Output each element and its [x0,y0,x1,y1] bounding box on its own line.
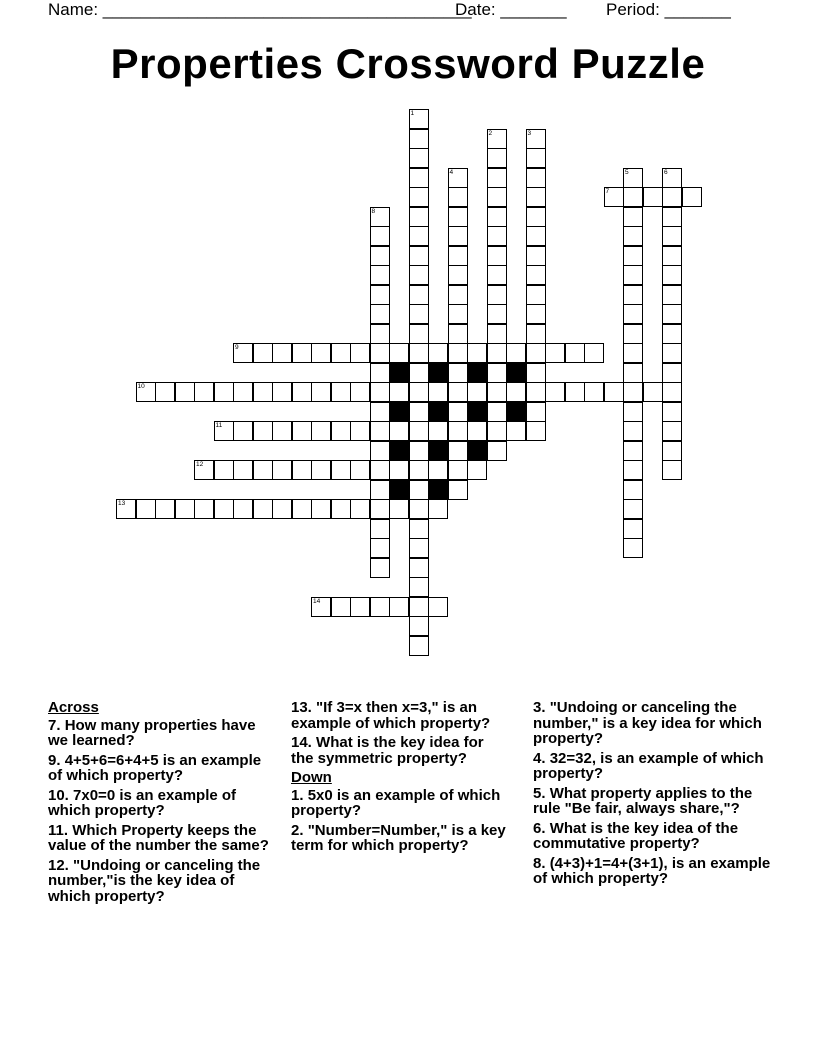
grid-cell[interactable] [370,441,390,461]
grid-cell[interactable] [370,285,390,305]
grid-cell[interactable] [350,382,370,402]
grid-cell[interactable] [526,363,546,383]
grid-cell[interactable] [448,421,468,441]
grid-cell[interactable] [370,363,390,383]
grid-cell[interactable] [370,597,390,617]
grid-cell[interactable] [370,304,390,324]
grid-cell[interactable] [467,421,487,441]
grid-cell[interactable] [487,148,507,168]
grid-cell[interactable] [194,499,214,519]
grid-cell[interactable] [545,382,565,402]
grid-cell[interactable] [214,382,234,402]
grid-cell[interactable] [662,246,682,266]
grid-cell[interactable] [526,226,546,246]
grid-cell[interactable] [389,382,409,402]
grid-cell[interactable] [662,304,682,324]
grid-cell[interactable] [331,597,351,617]
grid-cell[interactable] [623,363,643,383]
grid-cell[interactable] [409,597,429,617]
grid-cell[interactable] [487,324,507,344]
grid-cell[interactable] [487,382,507,402]
grid-cell[interactable] [409,304,429,324]
grid-cell[interactable] [292,382,312,402]
grid-cell[interactable] [662,382,682,402]
grid-cell[interactable] [233,343,253,363]
grid-cell[interactable] [506,343,526,363]
grid-cell[interactable] [409,148,429,168]
grid-cell[interactable] [467,382,487,402]
clue-across-13: 13. "If 3=x then x=3," is an example of which property? [291,699,491,732]
grid-cell[interactable] [662,402,682,422]
grid-clue-number: 5 [625,168,629,176]
grid-cell[interactable] [409,480,429,500]
grid-cell[interactable] [409,226,429,246]
grid-cell[interactable] [253,499,273,519]
clue-down-5: 5. What property applies to the rule "Be fair, always share,"? [533,784,753,817]
grid-cell[interactable] [662,421,682,441]
blocked-square [389,402,409,422]
grid-cell[interactable] [526,168,546,188]
grid-cell[interactable] [389,499,409,519]
grid-clue-number: 1 [410,110,415,117]
grid-cell[interactable] [350,460,370,480]
grid-cell[interactable] [253,421,273,441]
grid-cell[interactable] [487,421,507,441]
grid-cell[interactable] [623,324,643,344]
grid-cell[interactable] [370,265,390,285]
grid-cell[interactable] [370,382,390,402]
grid-cell[interactable] [623,207,643,227]
grid-cell[interactable] [409,402,429,422]
grid-cell[interactable] [526,207,546,227]
grid-clue-number: 7 [605,188,610,195]
blocked-square [506,402,526,422]
grid-cell[interactable] [604,382,624,402]
grid-cell[interactable] [526,382,546,402]
grid-cell[interactable] [389,597,409,617]
grid-cell[interactable] [487,129,507,149]
grid-cell[interactable] [448,441,468,461]
grid-cell[interactable] [662,343,682,363]
grid-cell[interactable] [526,343,546,363]
grid-cell[interactable] [526,148,546,168]
grid-cell[interactable] [623,265,643,285]
grid-cell[interactable] [214,460,234,480]
grid-cell[interactable] [428,343,448,363]
grid-cell[interactable] [487,265,507,285]
grid-cell[interactable] [623,480,643,500]
clue-down-2: 2. "Number=Number," is a key term for which property? [291,821,506,854]
clue-down-6: 6. What is the key idea of the commutative property? [533,819,739,852]
grid-cell[interactable] [448,363,468,383]
grid-cell[interactable] [370,207,390,227]
grid-clue-number: 11 [215,422,223,429]
clue-across-14: 14. What is the key idea for the symmetric property? [291,734,484,767]
grid-cell[interactable] [409,558,429,578]
clue-across-9: 9. 4+5+6=6+4+5 is an example of which property? [48,751,262,784]
grid-cell[interactable] [565,382,585,402]
grid-cell[interactable] [623,441,643,461]
grid-cell[interactable] [623,382,643,402]
grid-cell[interactable] [428,382,448,402]
grid-cell[interactable] [623,421,643,441]
grid-cell[interactable] [623,519,643,539]
clue-down-4: 4. 32=32, is an example of which property? [533,749,764,782]
grid-cell[interactable] [233,421,253,441]
grid-cell[interactable] [506,421,526,441]
grid-cell[interactable] [662,226,682,246]
down-heading: Down [291,769,332,786]
grid-cell[interactable] [409,324,429,344]
grid-cell[interactable] [272,460,292,480]
grid-cell[interactable] [448,246,468,266]
grid-cell[interactable] [604,187,624,207]
grid-cell[interactable] [448,207,468,227]
clue-down-1: 1. 5x0 is an example of which property? [291,786,501,819]
grid-cell[interactable] [292,343,312,363]
grid-cell[interactable] [370,226,390,246]
grid-cell[interactable] [350,421,370,441]
grid-cell[interactable] [155,382,175,402]
grid-cell[interactable] [545,343,565,363]
grid-cell[interactable] [233,460,253,480]
grid-cell[interactable] [409,636,429,656]
grid-clue-number: 3 [527,129,532,137]
grid-cell[interactable] [409,499,429,519]
across-clues-column [48,700,278,908]
clue-down-7: 8. (4+3)+1=4+(3+1), is an example of which property? [533,854,771,887]
grid-cell[interactable] [409,109,429,129]
grid-cell[interactable] [214,421,234,441]
grid-cell[interactable] [662,285,682,305]
grid-clue-number: 6 [664,168,668,176]
grid-cell[interactable] [623,304,643,324]
grid-cell[interactable] [526,324,546,344]
grid-cell[interactable] [487,246,507,266]
grid-cell[interactable] [311,382,331,402]
grid-cell[interactable] [311,499,331,519]
grid-cell[interactable] [409,129,429,149]
grid-cell[interactable] [662,441,682,461]
grid-clue-number: 2 [488,129,493,137]
grid-cell[interactable] [370,402,390,422]
grid-cell[interactable] [487,187,507,207]
grid-cell[interactable] [370,519,390,539]
grid-cell[interactable] [272,499,292,519]
clue-across-7: 7. How many properties have we learned? [48,716,256,749]
grid-cell[interactable] [409,246,429,266]
grid-cell[interactable] [428,597,448,617]
grid-cell[interactable] [506,382,526,402]
grid-cell[interactable] [409,460,429,480]
grid-cell[interactable] [253,460,273,480]
grid-cell[interactable] [409,207,429,227]
grid-cell[interactable] [272,421,292,441]
grid-cell[interactable] [526,304,546,324]
grid-cell[interactable] [350,499,370,519]
grid-cell[interactable] [467,343,487,363]
grid-cell[interactable] [409,382,429,402]
grid-cell[interactable] [409,441,429,461]
grid-cell[interactable] [623,285,643,305]
grid-cell[interactable] [662,265,682,285]
grid-cell[interactable] [175,499,195,519]
clue-across-10: 10. 7x0=0 is an example of which property? [48,786,237,819]
grid-cell[interactable] [428,421,448,441]
grid-cell[interactable] [643,187,663,207]
grid-cell[interactable] [233,499,253,519]
grid-cell[interactable] [311,597,331,617]
grid-clue-number: 13 [118,500,126,507]
grid-cell[interactable] [155,499,175,519]
grid-cell[interactable] [526,265,546,285]
grid-cell[interactable] [448,285,468,305]
period-field[interactable]: Period: _______ [606,0,731,19]
grid-cell[interactable] [623,460,643,480]
grid-cell[interactable] [272,382,292,402]
grid-cell[interactable] [662,363,682,383]
blocked-square [389,363,409,383]
blocked-square [389,441,409,461]
grid-cell[interactable] [526,187,546,207]
grid-cell[interactable] [448,402,468,422]
grid-cell[interactable] [409,168,429,188]
blocked-square [428,402,448,422]
date-field[interactable]: Date: _______ [455,0,567,19]
grid-cell[interactable] [116,499,136,519]
across-heading: Across [48,699,99,716]
grid-cell[interactable] [584,382,604,402]
grid-cell[interactable] [389,460,409,480]
grid-clue-number: 10 [137,383,145,390]
grid-cell[interactable] [350,343,370,363]
grid-cell[interactable] [331,460,351,480]
grid-cell[interactable] [389,343,409,363]
grid-cell[interactable] [623,499,643,519]
grid-cell[interactable] [350,597,370,617]
grid-cell[interactable] [487,402,507,422]
grid-cell[interactable] [409,343,429,363]
grid-cell[interactable] [175,382,195,402]
grid-cell[interactable] [467,460,487,480]
grid-cell[interactable] [370,460,390,480]
grid-cell[interactable] [448,324,468,344]
grid-cell[interactable] [194,460,214,480]
grid-cell[interactable] [311,460,331,480]
grid-clue-number: 8 [371,207,376,215]
grid-cell[interactable] [662,187,682,207]
grid-cell[interactable] [370,246,390,266]
grid-cell[interactable] [370,324,390,344]
grid-cell[interactable] [253,343,273,363]
grid-cell[interactable] [272,343,292,363]
page-title: Properties Crossword Puzzle [110,40,706,87]
blocked-square [428,441,448,461]
grid-cell[interactable] [409,285,429,305]
grid-cell[interactable] [448,304,468,324]
grid-cell[interactable] [428,499,448,519]
grid-cell[interactable] [448,460,468,480]
grid-cell[interactable] [292,460,312,480]
grid-cell[interactable] [331,382,351,402]
grid-cell[interactable] [448,382,468,402]
blocked-square [467,363,487,383]
grid-cell[interactable] [682,187,702,207]
grid-cell[interactable] [526,285,546,305]
grid-cell[interactable] [253,382,273,402]
grid-cell[interactable] [370,558,390,578]
grid-cell[interactable] [409,616,429,636]
grid-cell[interactable] [370,499,390,519]
grid-cell[interactable] [623,402,643,422]
grid-cell[interactable] [487,285,507,305]
grid-cell[interactable] [409,577,429,597]
grid-cell[interactable] [662,168,682,188]
grid-cell[interactable] [662,460,682,480]
blocked-square [428,480,448,500]
grid-cell[interactable] [526,129,546,149]
middle-clues-column [291,700,506,858]
grid-cell[interactable] [409,265,429,285]
grid-cell[interactable] [448,168,468,188]
name-field[interactable]: Name: _______________________________________ [48,0,472,19]
grid-cell[interactable] [311,421,331,441]
grid-cell[interactable] [331,343,351,363]
blocked-square [506,363,526,383]
grid-cell[interactable] [623,246,643,266]
grid-cell[interactable] [487,304,507,324]
grid-cell[interactable] [623,187,643,207]
grid-cell[interactable] [487,168,507,188]
grid-cell[interactable] [370,538,390,558]
grid-cell[interactable] [409,363,429,383]
grid-cell[interactable] [487,226,507,246]
grid-cell[interactable] [565,343,585,363]
grid-cell[interactable] [292,421,312,441]
grid-cell[interactable] [662,324,682,344]
grid-cell[interactable] [526,246,546,266]
grid-cell[interactable] [194,382,214,402]
grid-clue-number: 12 [196,461,204,468]
blocked-square [467,402,487,422]
grid-cell[interactable] [584,343,604,363]
grid-cell[interactable] [311,343,331,363]
grid-cell[interactable] [370,421,390,441]
grid-cell[interactable] [214,499,234,519]
grid-cell[interactable] [448,343,468,363]
clue-across-12: 12. "Undoing or canceling the number,"is the key idea of which property? [48,856,261,905]
grid-cell[interactable] [448,480,468,500]
grid-clue-number: 4 [449,168,454,176]
grid-cell[interactable] [448,265,468,285]
grid-cell[interactable] [331,421,351,441]
grid-cell[interactable] [643,382,663,402]
clue-across-11: 11. Which Property keeps the value of the number the same? [48,821,269,854]
grid-cell[interactable] [662,207,682,227]
grid-cell[interactable] [331,499,351,519]
grid-clue-number: 9 [235,344,239,351]
grid-clue-number: 14 [313,597,321,605]
clue-down-3: 3. "Undoing or canceling the number," is a key idea for which property? [533,699,762,747]
grid-cell[interactable] [409,519,429,539]
grid-cell[interactable] [370,343,390,363]
grid-cell[interactable] [409,421,429,441]
grid-cell[interactable] [526,421,546,441]
grid-cell[interactable] [136,499,156,519]
grid-cell[interactable] [623,226,643,246]
grid-cell[interactable] [428,460,448,480]
blocked-square [428,363,448,383]
right-clues-column [533,700,773,891]
grid-cell[interactable] [233,382,253,402]
grid-cell[interactable] [623,168,643,188]
blocked-square [389,480,409,500]
grid-cell[interactable] [623,538,643,558]
grid-cell[interactable] [136,382,156,402]
blocked-square [467,441,487,461]
grid-cell[interactable] [448,187,468,207]
grid-cell[interactable] [487,343,507,363]
grid-cell[interactable] [370,480,390,500]
grid-cell[interactable] [487,363,507,383]
grid-cell[interactable] [389,421,409,441]
grid-cell[interactable] [487,441,507,461]
grid-cell[interactable] [526,402,546,422]
grid-cell[interactable] [448,226,468,246]
grid-cell[interactable] [409,538,429,558]
grid-cell[interactable] [409,187,429,207]
grid-cell[interactable] [292,499,312,519]
grid-cell[interactable] [623,343,643,363]
grid-cell[interactable] [487,207,507,227]
